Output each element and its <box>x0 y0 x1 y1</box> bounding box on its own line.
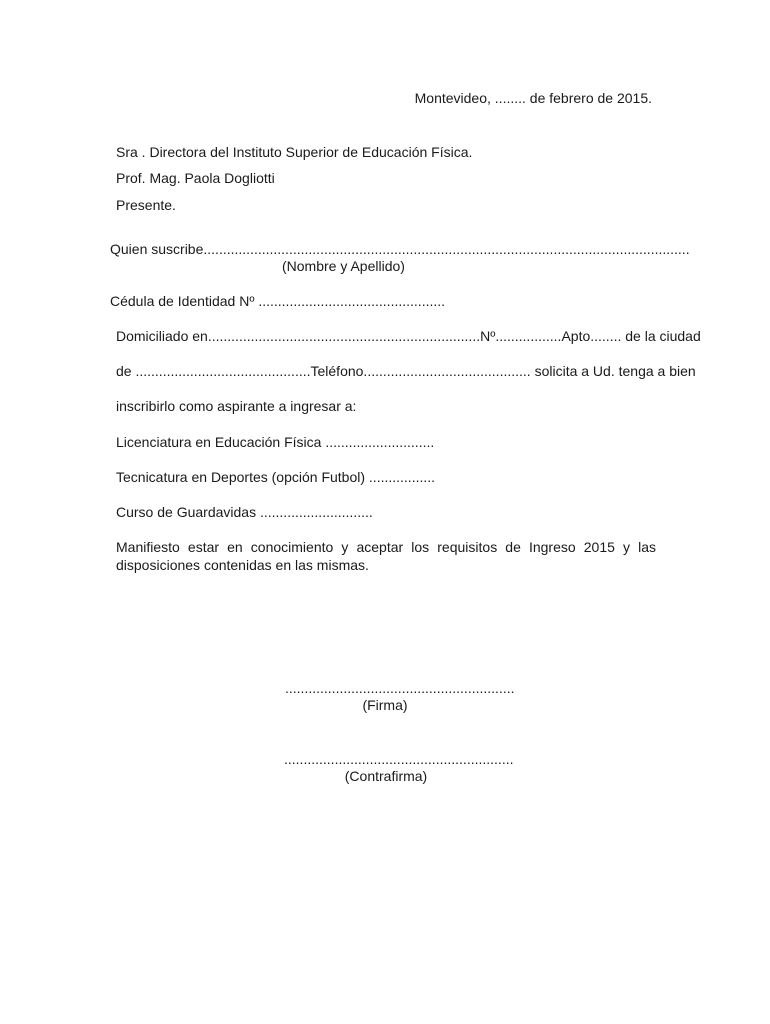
firma-signature-line: ........................................................... <box>285 680 515 696</box>
firma-caption: (Firma) <box>362 697 408 713</box>
ciudad-telefono-field: de .............................................Teléfono........................................... solicita a Ud. tenga a bien <box>116 363 696 379</box>
cedula-field: Cédula de Identidad Nº ................................................ <box>110 293 446 309</box>
recipient-line-1: Sra . Directora del Instituto Superior de Educación Física. <box>116 144 473 160</box>
guardavidas-option: Curso de Guardavidas ............................. <box>116 504 373 520</box>
inscribirlo-text: inscribirlo como aspirante a ingresar a: <box>116 398 357 414</box>
manifiesto-paragraph: Manifiesto estar en conocimiento y aceptar los requisitos de Ingreso 2015 y las disposiciones contenidas en las mismas. <box>116 539 656 573</box>
domicilio-field: Domiciliado en......................................................................Nº.................Apto........ de la ciudad <box>116 328 701 344</box>
tecnicatura-option: Tecnicatura en Deportes (opción Futbol) ................. <box>116 469 436 485</box>
contrafirma-signature-line: ........................................................... <box>284 751 514 767</box>
recipient-line-3: Presente. <box>116 197 176 213</box>
nombre-apellido-caption: (Nombre y Apellido) <box>282 258 405 274</box>
date-line: Montevideo, ........ de febrero de 2015. <box>414 90 652 106</box>
recipient-line-2: Prof. Mag. Paola Dogliotti <box>116 170 275 186</box>
contrafirma-caption: (Contrafirma) <box>344 768 428 784</box>
quien-suscribe-field: Quien suscribe............................................................................................................................. <box>110 241 690 257</box>
licenciatura-option: Licenciatura en Educación Física ............................ <box>116 434 435 450</box>
